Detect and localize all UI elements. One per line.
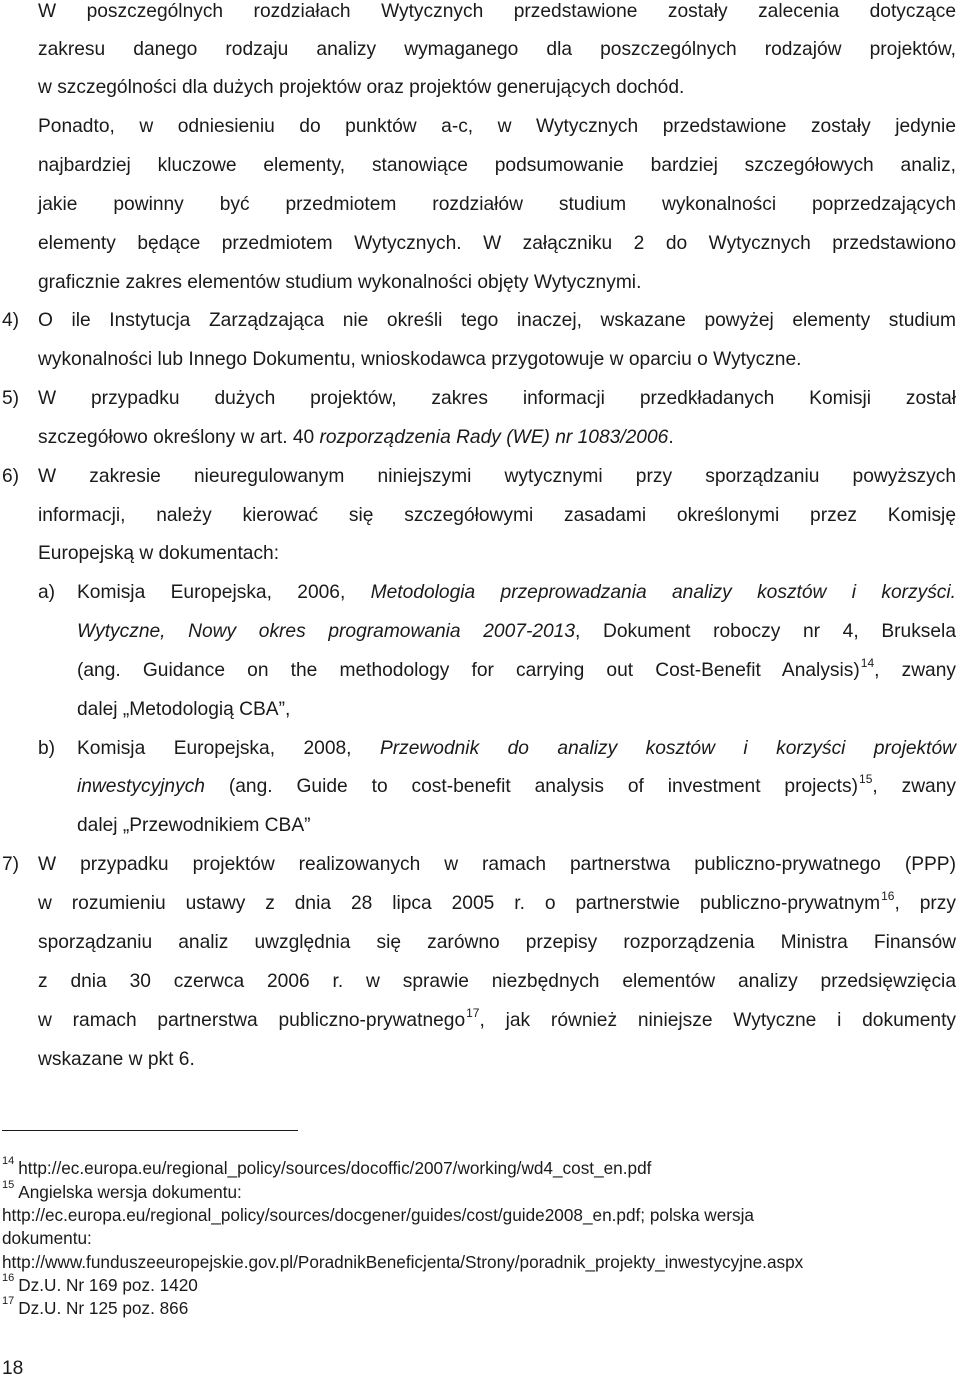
footnote-separator [2, 1130, 298, 1131]
list-item-line: w rozumieniu ustawy z dnia 28 lipca 2005 r. o partnerstwie publiczno-prywatnym$^{16}$, przy [38, 889, 956, 914]
list-number: 4) [2, 310, 20, 331]
footnote-ref[interactable]: 15 [859, 772, 873, 786]
list-item-line: sporządzaniu analiz uwzględnia się zarówno przepisy rozporządzenia Ministra Finansów [38, 932, 956, 953]
footnote-line[interactable]: http://ec.europa.eu/regional_policy/sources/docgener/guides/cost/guide2008_en.pdf; polska wersja [2, 1205, 754, 1225]
list-number: 6) [2, 466, 20, 487]
list-number: 7) [2, 854, 20, 875]
list-item-line: wskazane w pkt 6. [38, 1049, 195, 1070]
sublist-label: a) [38, 582, 56, 603]
list-item-line: wykonalności lub Innego Dokumentu, wnioskodawca przygotowuje w oparciu o Wytyczne. [38, 349, 802, 370]
sublist-line: (ang. Guidance on the methodology for carrying out Cost-Benefit Analysis)$^{14}$, zwany [77, 656, 956, 681]
paragraph-line: w szczególności dla dużych projektów oraz projektów generujących dochód. [38, 77, 685, 98]
paragraph-line: graficznie zakres elementów studium wykonalności objęty Wytycznymi. [38, 272, 642, 293]
paragraph-line: zakresu danego rodzaju analizy wymaganego dla poszczególnych rodzajów projektów, [38, 39, 956, 60]
paragraph-line: najbardziej kluczowe elementy, stanowiące podsumowanie bardziej szczegółowych analiz, [38, 155, 956, 176]
sublist-line: dalej „Metodologią CBA”, [77, 699, 291, 720]
list-item-line: O ile Instytucja Zarządzająca nie określi tego inaczej, wskazane powyżej elementy studium [38, 310, 956, 331]
footnote-link[interactable]: http://ec.europa.eu/regional_policy/sources/docoffic/2007/working/wd4_cost_en.pdf [18, 1158, 652, 1178]
list-item-line: W przypadku dużych projektów, zakres informacji przedkładanych Komisji został [38, 388, 956, 409]
footnote-line: dokumentu: [2, 1228, 92, 1248]
list-item-line: z dnia 30 czerwca 2006 r. w sprawie niezbędnych elementów analizy przedsięwzięcia [38, 971, 956, 992]
sublist-line: inwestycyjnych (ang. Guide to cost-benefit analysis of investment projects)$^{15}$, zwany [77, 772, 956, 797]
paragraph-line: W poszczególnych rozdziałach Wytycznych przedstawione zostały zalecenia dotyczące [38, 1, 956, 22]
sublist-label: b) [38, 738, 56, 759]
footnote-ref[interactable]: 16 [881, 889, 895, 903]
paragraph-line: jakie powinny być przedmiotem rozdziałów studium wykonalności poprzedzających [38, 194, 956, 215]
sublist-line: Komisja Europejska, 2008, Przewodnik do analizy kosztów i korzyści projektów [77, 738, 957, 759]
sublist-line: Komisja Europejska, 2006, Metodologia przeprowadzania analizy kosztów i korzyści. [77, 582, 956, 603]
page-number: 18 [2, 1358, 24, 1379]
footnote-16: $^{16}$ Dz.U. Nr 169 poz. 1420 [2, 1272, 198, 1295]
regulation-citation: rozporządzenia Rady (WE) nr 1083/2006 [319, 427, 669, 448]
list-item-line: w ramach partnerstwa publiczno-prywatnego$^{17}$, jak również niniejsze Wytyczne i dokumenty [38, 1006, 956, 1031]
list-number: 5) [2, 388, 20, 409]
footnote-14: $^{14}$ http://ec.europa.eu/regional_policy/sources/docoffic/2007/working/wd4_cost_en.pdf [2, 1155, 652, 1178]
footnote-link[interactable]: http://www.funduszeeuropejskie.gov.pl/PoradnikBeneficjenta/Strony/poradnik_projekty_inwestycyjne.aspx [2, 1252, 804, 1272]
footnote-15: $^{15}$ Angielska wersja dokumentu: [2, 1179, 242, 1202]
footnote-ref[interactable]: 14 [860, 656, 875, 670]
list-item-line: szczegółowo określony w art. 40 rozporządzenia Rady (WE) nr 1083/2006. [38, 427, 674, 448]
list-item-line: W przypadku projektów realizowanych w ramach partnerstwa publiczno-prywatnego (PPP) [38, 854, 956, 875]
paragraph-line: Ponadto, w odniesieniu do punktów a-c, w Wytycznych przedstawione zostały jedynie [38, 116, 956, 137]
list-item-line: Europejską w dokumentach: [38, 543, 280, 564]
list-item-line: informacji, należy kierować się szczegółowymi zasadami określonymi przez Komisję [38, 505, 956, 526]
sublist-line: Wytyczne, Nowy okres programowania 2007-2013, Dokument roboczy nr 4, Bruksela [77, 621, 956, 642]
footnote-17: $^{17}$ Dz.U. Nr 125 poz. 866 [2, 1295, 189, 1318]
footnote-ref[interactable]: 17 [466, 1006, 480, 1020]
paragraph-line: elementy będące przedmiotem Wytycznych. W załączniku 2 do Wytycznych przedstawiono [38, 233, 956, 254]
list-item-line: W zakresie nieuregulowanym niniejszymi wytycznymi przy sporządzaniu powyższych [38, 466, 956, 487]
sublist-line: dalej „Przewodnikiem CBA” [77, 815, 311, 836]
